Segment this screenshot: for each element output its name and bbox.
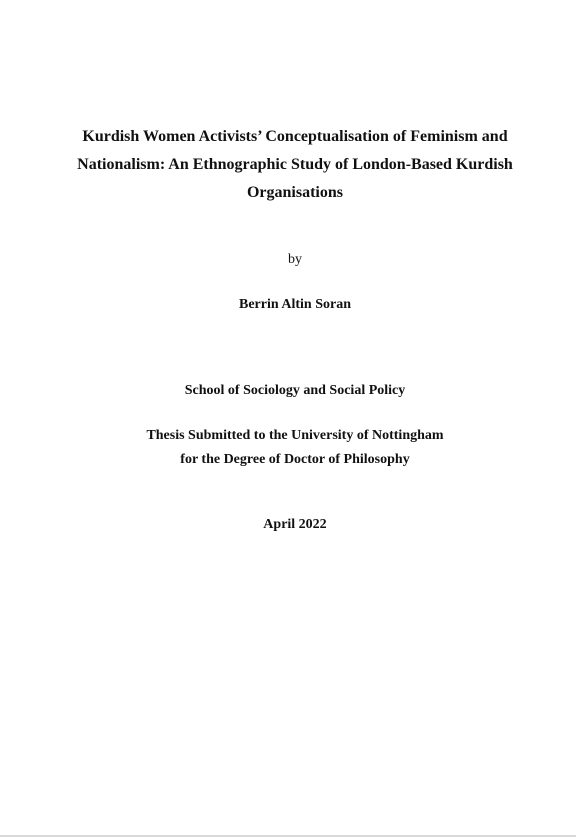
- thesis-title-line-1: Kurdish Women Activists’ Conceptualisation of Feminism and: [82, 128, 508, 145]
- thesis-title-line-2: Nationalism: An Ethnographic Study of London-Based Kurdish: [77, 156, 513, 173]
- submission-date: April 2022: [263, 517, 327, 532]
- submission-line-1: Thesis Submitted to the University of Nottingham: [146, 428, 444, 443]
- school-name: School of Sociology and Social Policy: [184, 383, 406, 398]
- author-name: Berrin Altin Soran: [238, 297, 351, 312]
- by-label: by: [288, 252, 302, 267]
- submission-line-2: for the Degree of Doctor of Philosophy: [180, 452, 410, 467]
- thesis-title-line-3: Organisations: [246, 184, 343, 201]
